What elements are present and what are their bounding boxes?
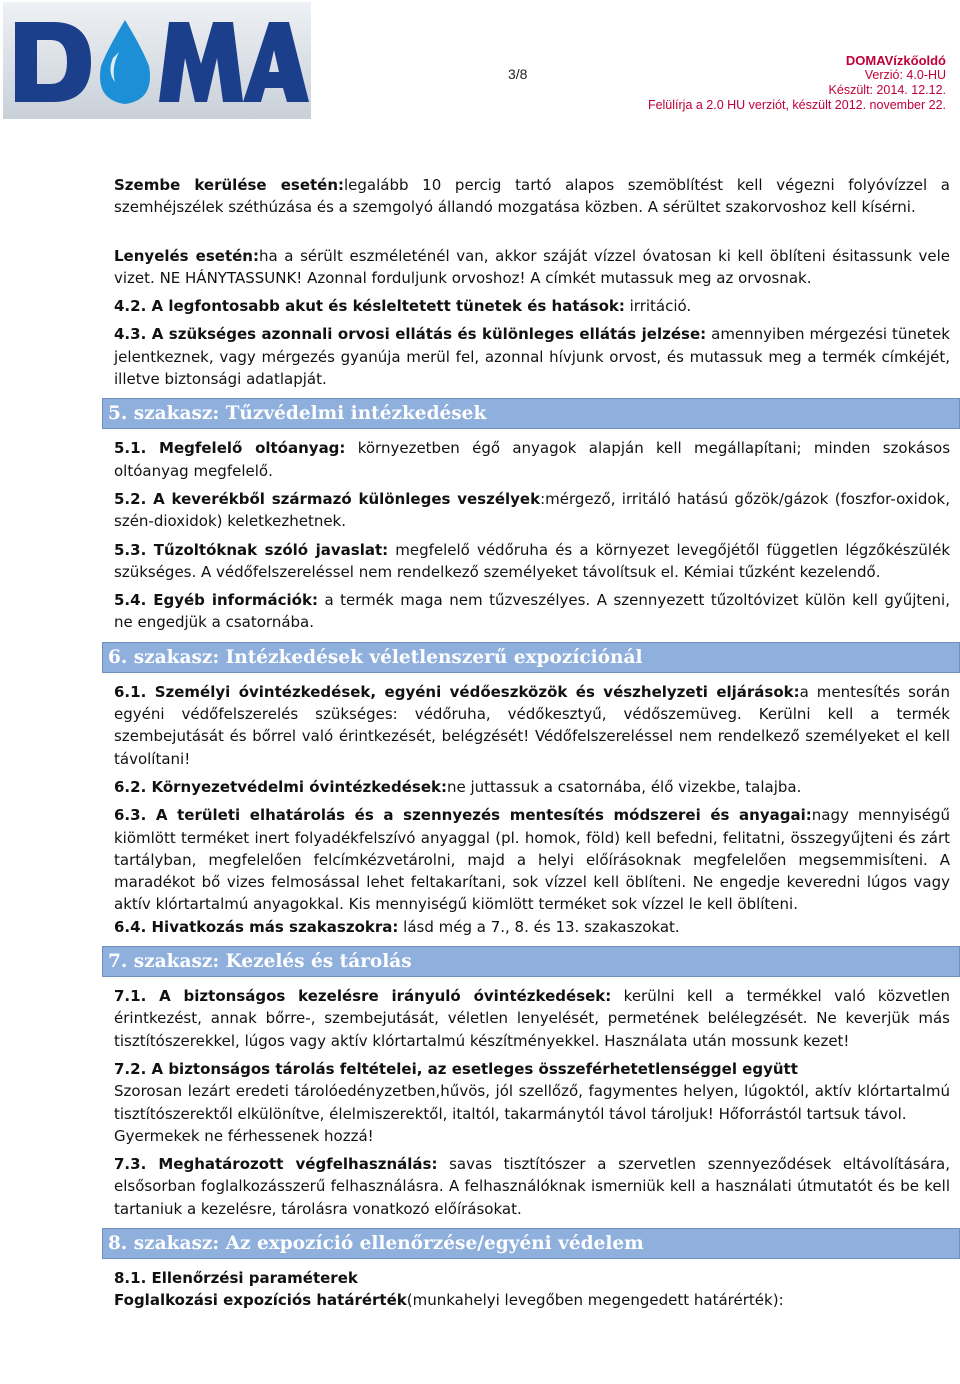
subsection-7-2-children: Gyermekek ne férhessenek hozzá! bbox=[114, 1126, 374, 1145]
supersedes: Felülírja a 2.0 HU verziót, készült 2012. november 22. bbox=[647, 98, 946, 112]
product-name: DOMAVízkőoldó bbox=[845, 53, 946, 68]
subsection-7-1: 7.1. A biztonságos kezelésre irányuló óvintézkedések: kerülni kell a termékkel való közvetlen érintkezést, annak bőrre-, szembejutását, véletlen lenyelését, permetének belélegzését. Ne keverjük más tisztítószerekkel, lúgos vagy aktív klórtartalmú készítményekkel. Használata után mossunk kezet! bbox=[114, 987, 950, 1050]
section-heading-6: 6. szakasz: Intézkedések véletlenszerű expozíciónál bbox=[102, 642, 960, 673]
subsection-6-4: 6.4. Hivatkozás más szakaszokra: lásd még a 7., 8. és 13. szakaszokat. bbox=[114, 917, 680, 936]
subsection-7-2-text: Szorosan lezárt eredeti tárolóedényzetben,hűvös, jól szellőző, fagymentes helyen, lúgoktól, aktív klórtartalmú tisztítószerektől elkülönítve, élelmiszerektől, italtól, takarmánytól távol tároljuk! Hőforrástól tartsuk távol. bbox=[114, 1082, 950, 1123]
subsection-5-1: 5.1. Megfelelő oltóanyag: környezetben égő anyagok alapján kell megállapítani; minden szokásos oltóanyag megfelelő. bbox=[114, 439, 951, 480]
created-date: Készült: 2014. 12.12. bbox=[828, 83, 946, 97]
doma-logo bbox=[3, 2, 311, 119]
subsection-5-4: 5.4. Egyéb információk: a termék maga nem tűzveszélyes. A szennyezett tűzoltóvizet külön kell gyűjteni, ne engedjük a csatornába. bbox=[114, 591, 950, 632]
document-body bbox=[108, 174, 951, 1312]
section-heading-7: 7. szakasz: Kezelés és tárolás bbox=[102, 946, 960, 977]
paragraph-swallowing: Lenyelés esetén:ha a sérült eszméleténél van, akkor száját vízzel óvatosan ki kell öblíteni ésitassunk vele vizet. NE HÁNYTASSUNK! Azonnal forduljunk orvoshoz! A címkét mutassuk meg az orvosnak. bbox=[114, 246, 951, 287]
subsection-6-1: 6.1. Személyi óvintézkedések, egyéni védőeszközök és vészhelyzeti eljárások:a mentesítés során egyéni védőfelszerelés szükséges: védőruha, védőkesztyű, védőszemüveg. Kerülni kell a termék szembejutását és bőrrel való érintkezését, belégzését! Védőfelszereléssel nem rendelkező személyeket el kell távolítani! bbox=[114, 682, 950, 768]
document-info bbox=[648, 53, 946, 113]
subsection-7-2-heading: 7.2. A biztonságos tárolás feltételei, az esetleges összeférhetetlenséggel együtt bbox=[114, 1059, 798, 1078]
section-heading-8: 8. szakasz: Az expozíció ellenőrzése/egyéni védelem bbox=[102, 1228, 960, 1259]
subsection-4-2: 4.2. A legfontosabb akut és késleltetett tünetek és hatások: irritáció. bbox=[114, 297, 692, 316]
subsection-6-3: 6.3. A területi elhatárolás és a szennyezés mentesítés módszerei és anyagai:nagy mennyiségű kiömlött terméket inert folyadékfelszívó anyaggal (pl. homok, föld) kell befedni, felitatni, összegyűjteni és zárt tartályban, megfelelően felcímkézvetárolni, majd a helyi előírásoknak megfelelően megsemmisíteni. A maradékot bő vizes felmosással lehet feltakarítani, sok vízzel kell öblíteni. Ne engedje keveredni lúgos vagy aktív klórtartalmú anyagokkal. Kis mennyiségű kiömlött terméket sok vízzel le kell öblíteni. bbox=[114, 806, 950, 914]
paragraph-eye-contact: Szembe kerülése esetén:legalább 10 percig tartó alapos szemöblítést kell végezni folyóvízzel a szemhéjszélek széthúzása és a szemgolyó állandó mozgatása közben. A sérültet szakorvoshoz kell kísérni. bbox=[114, 176, 950, 217]
version: Verzió: 4.0-HU bbox=[864, 68, 946, 82]
subsection-5-3: 5.3. Tűzoltóknak szóló javaslat: megfelelő védőruha és a környezet levegőjétől független légzőkészülék szükséges. A védőfelszereléssel nem rendelkező személyeket távolítsuk el. Kémiai tűzként kezelendő. bbox=[114, 540, 951, 581]
subsection-7-3: 7.3. Meghatározott végfelhasználás: savas tisztítószer a szervetlen szennyeződések eltávolítására, elsősorban foglalkozásszerű felhasználásra. A felhasználóknak ismerniük kell a használati útmutatót és be kell tartaniuk a kezelésre, tárolásra vonatkozó előírásokat. bbox=[114, 1155, 950, 1218]
subsection-5-2: 5.2. A keverékből származó különleges veszélyek:mérgező, irritáló hatású gőzök/gázok (foszfor-oxidok, szén-dioxidok) keletkezhetnek. bbox=[114, 489, 950, 531]
section-heading-5: 5. szakasz: Tűzvédelmi intézkedések bbox=[102, 398, 960, 429]
page-header bbox=[0, 0, 960, 120]
page-number: 3/8 bbox=[508, 66, 528, 82]
subsection-6-2: 6.2. Környezetvédelmi óvintézkedések:ne juttassuk a csatornába, élő vizekbe, talajba. bbox=[114, 777, 802, 796]
subsection-8-1: 8.1. Ellenőrzési paraméterek bbox=[114, 1268, 358, 1287]
subsection-4-3: 4.3. A szükséges azonnali orvosi ellátás és különleges ellátás jelzése: amennyiben mérgezési tünetek jelentkeznek, vagy mérgezés gyanúja merül fel, azonnal hívjunk orvost, és mutassuk meg a termék címkéjét, illetve biztonsági adatlapját. bbox=[114, 325, 950, 389]
exposure-limit-line: Foglalkozási expozíciós határérték(munkahelyi levegőben megengedett határérték): bbox=[114, 1291, 784, 1310]
